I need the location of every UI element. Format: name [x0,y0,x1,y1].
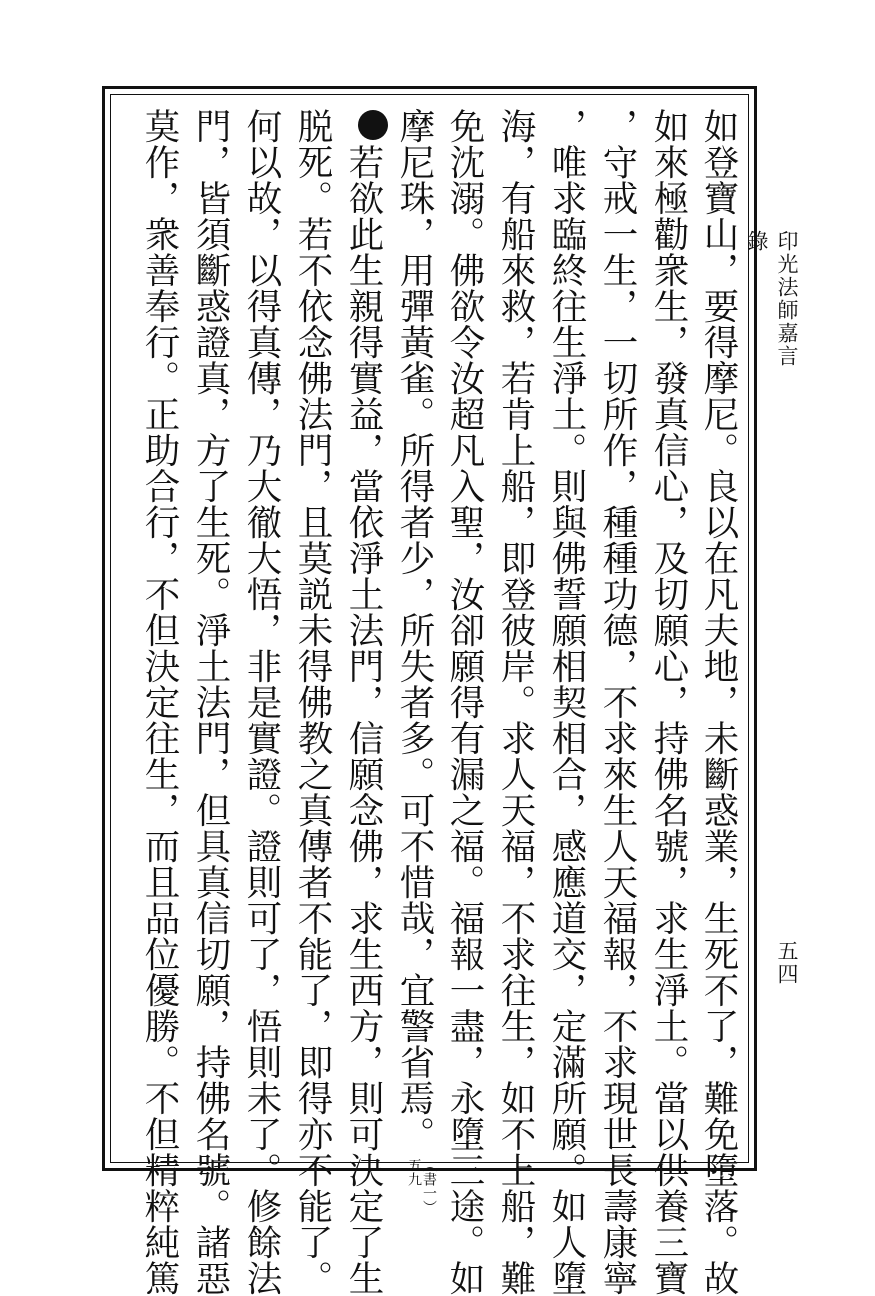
text-column-5: 海，有船來救，若肯上船，即登彼岸。求人天福，不求往生，如不上船，難 [495,108,536,1296]
text-column-6: 免沈溺。佛欲令汝超凡入聖，汝卻願得有漏之福。福報一盡，永墮三途。如 [444,108,485,1296]
text-column-10: 何以故，以得真傳，乃大徹大悟，非是實證。證則可了，悟則未了。修餘法 [241,108,282,1296]
running-head-title: 印光法師嘉言錄 [745,230,799,368]
text-column-11: 門，皆須斷惑證真，方了生死。淨土法門，但具真信切願，持佛名號。諸惡 [190,108,231,1296]
text-column-2: 如來極勸衆生，發真信心，及切願心，持佛名號，求生淨土。當以供養三寶 [648,108,689,1296]
page-number: 五四 [775,940,799,986]
text-column-8: 若欲此生親得實益，當依淨土法門，信願念佛，求生西方，則可決定了生 [338,108,388,1158]
source-note: （書一） 五九 [406,1158,437,1214]
text-column-1: 如登寶山，要得摩尼。良以在凡夫地，未斷惑業，生死不了，難免墮落。故 [698,108,739,1296]
text-column-9: 脱死。若不依念佛法門，且莫説未得佛教之真傳者不能了，即得亦不能了。 [292,108,333,1296]
section-bullet-icon [358,110,388,140]
text-column-4: ，唯求臨終往生淨土。則與佛誓願相契相合，感應道交，定滿所願。如人墮 [546,108,587,1296]
text-column-12: 莫作，衆善奉行。正助合行，不但決定往生，而且品位優勝。不但精粹純篤 [139,108,180,1296]
text-column-7: 摩尼珠，用彈黃雀。所得者少，所失者多。可不惜哉，宜警省焉。 （書一） 五九 [394,108,437,1214]
text-column-3: ，守戒一生，一切所作，種種功德，不求來生人天福報，不求現世長壽康寧 [597,108,638,1296]
